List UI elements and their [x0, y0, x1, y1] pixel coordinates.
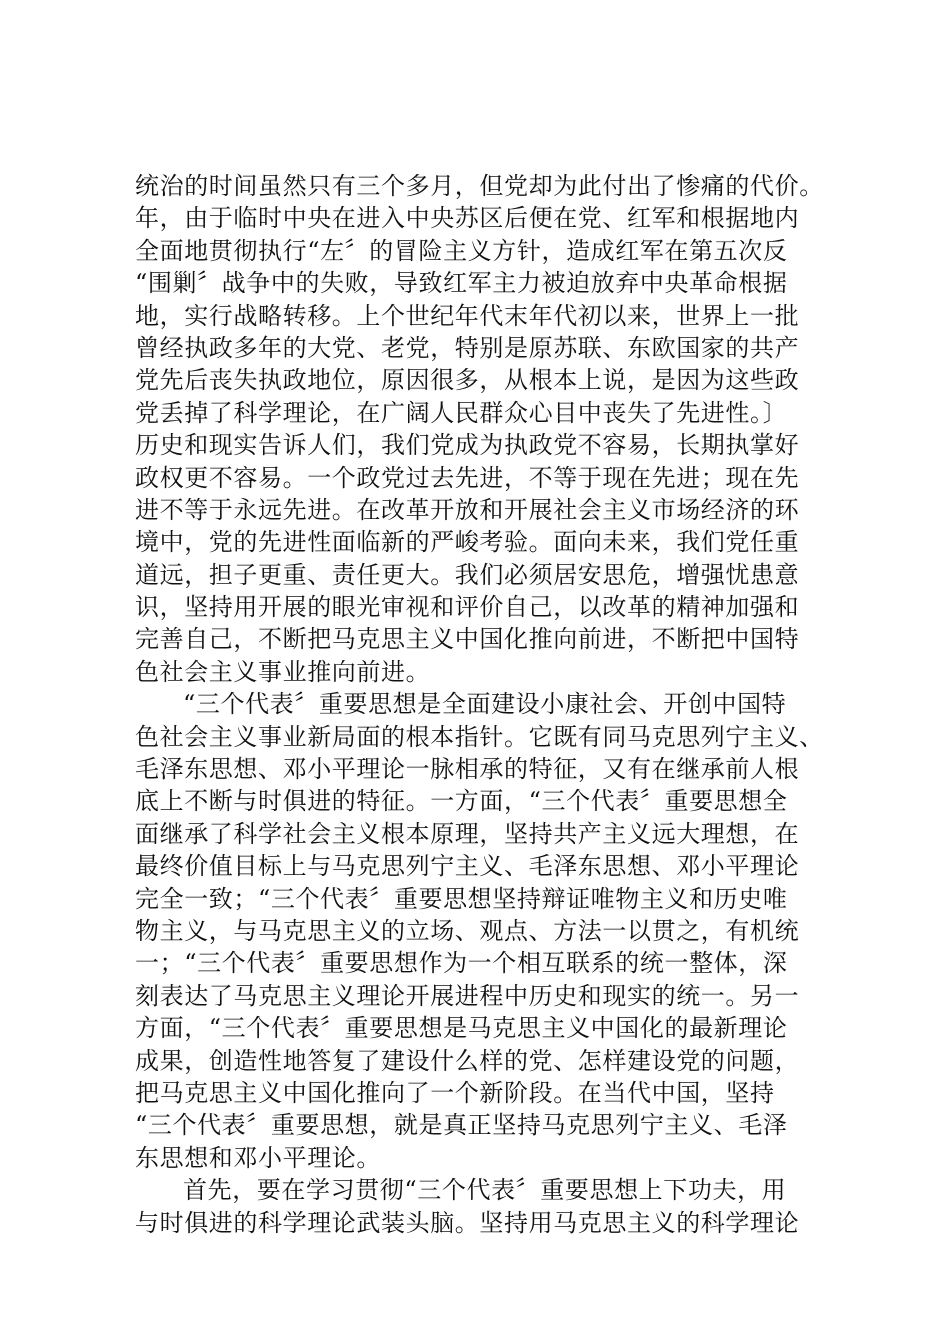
- text-line: 一；“三个代表〞重要思想作为一个相互联系的统一整体，深: [135, 949, 788, 978]
- text-line: 道远，担子更重、责任更大。我们必须居安思危，增强忧患意: [135, 560, 800, 589]
- text-line: 进不等于永远先进。在改革开放和开展社会主义市场经济的环: [135, 495, 800, 524]
- text-line: 色社会主义事业新局面的根本指针。它既有同马克思列宁主义、: [135, 722, 824, 751]
- text-line: 完全一致；“三个代表〞重要思想坚持辩证唯物主义和历史唯: [135, 884, 788, 913]
- text-line: “围剿〞战争中的失败，导致红军主力被迫放弃中央革命根据: [135, 269, 788, 298]
- text-line: 年，由于临时中央在进入中央苏区后便在党、红军和根据地内: [135, 204, 800, 233]
- text-line: 识，坚持用开展的眼光审视和评价自己，以改革的精神加强和: [135, 593, 800, 622]
- text-line: 面继承了科学社会主义根本原理，坚持共产主义远大理想，在: [135, 819, 800, 848]
- text-line: 成果，创造性地答复了建设什么样的党、怎样建设党的问题，: [135, 1046, 800, 1075]
- text-line: 统治的时间虽然只有三个多月，但党却为此付出了惨痛的代价。: [135, 172, 824, 200]
- text-line: 底上不断与时俱进的特征。一方面，“三个代表〞重要思想全: [135, 787, 788, 816]
- paragraph-start-line: 首先，要在学习贯彻“三个代表〞重要思想上下功夫，用: [183, 1176, 787, 1205]
- text-line: “三个代表〞重要思想，就是真正坚持马克思列宁主义、毛泽: [135, 1111, 788, 1140]
- text-line: 物主义，与马克思主义的立场、观点、方法一以贯之，有机统: [135, 916, 800, 945]
- text-line: 最终价值目标上与马克思列宁主义、毛泽东思想、邓小平理论: [135, 852, 800, 881]
- body-text: [135, 170, 825, 1239]
- text-line: 色社会主义事业推向前进。: [135, 657, 431, 686]
- text-line: 曾经执政多年的大党、老党，特别是原苏联、东欧国家的共产: [135, 333, 800, 362]
- text-line: 与时俱进的科学理论武装头脑。坚持用马克思主义的科学理论: [135, 1208, 800, 1237]
- text-line: 党丢掉了科学理论，在广阔人民群众心目中丧失了先进性。〕: [135, 398, 788, 427]
- paragraph-start-line: “三个代表〞重要思想是全面建设小康社会、开创中国特: [183, 690, 787, 719]
- text-line: 方面，“三个代表〞重要思想是马克思主义中国化的最新理论: [135, 1014, 788, 1043]
- text-line: 东思想和邓小平理论。: [135, 1143, 381, 1172]
- text-line: 党先后丧失执政地位，原因很多，从根本上说，是因为这些政: [135, 366, 800, 395]
- text-line: 把马克思主义中国化推向了一个新阶段。在当代中国，坚持: [135, 1078, 775, 1107]
- text-line: 全面地贯彻执行“左〞的冒险主义方针，造成红军在第五次反: [135, 236, 788, 265]
- text-line: 毛泽东思想、邓小平理论一脉相承的特征，又有在继承前人根: [135, 755, 800, 784]
- text-line: 完善自己，不断把马克思主义中国化推向前进，不断把中国特: [135, 625, 800, 654]
- text-line: 境中，党的先进性面临新的严峻考验。面向未来，我们党任重: [135, 528, 800, 557]
- text-line: 历史和现实告诉人们，我们党成为执政党不容易，长期执掌好: [135, 431, 800, 460]
- text-line: 政权更不容易。一个政党过去先进，不等于现在先进；现在先: [135, 463, 800, 492]
- text-line: 刻表达了马克思主义理论开展进程中历史和现实的统一。另一: [135, 981, 800, 1010]
- text-line: 地，实行战略转移。上个世纪年代末年代初以来，世界上一批: [135, 301, 800, 330]
